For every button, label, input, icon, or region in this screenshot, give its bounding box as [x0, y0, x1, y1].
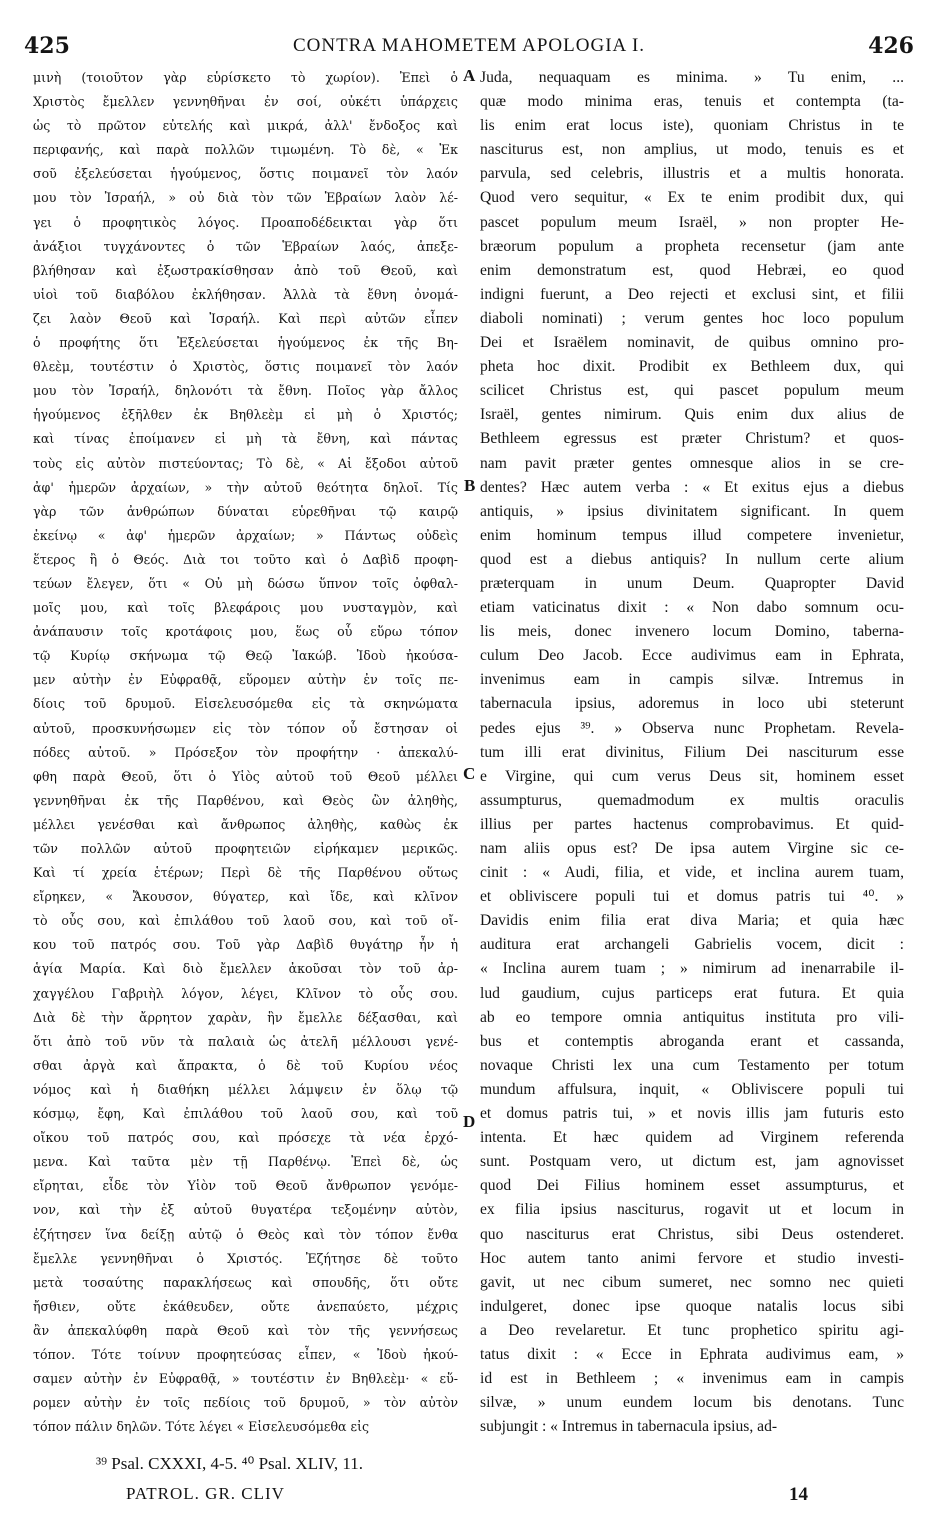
greek-text-line: ἡγούμενος ἐξῆλθεν ἐκ Βηθλεὲμ εἰ μὴ ὁ Χριστός; [33, 407, 458, 423]
latin-column [480, 66, 904, 1439]
greek-text-line: σθαι ἀργὰ καὶ ἄπρακτα, ὁ δὲ τοῦ Κυρίου νέος [33, 1057, 458, 1073]
latin-text-line: « Inclina aurem tuam ; » nimirum ad inenarrabile il- [480, 960, 904, 978]
greek-text-line: ὅτι ἀπὸ τοῦ νῦν τὰ παλαιὰ ὡς ἀτελῆ μέλλουσι γενέ- [33, 1033, 458, 1049]
latin-text-line: indulgeret, donec ipse quoque natalis locus sibi [480, 1297, 904, 1315]
greek-text-line: γει ὁ προφητικὸς λόγος. Προαποδέδεικται γὰρ ὅτι [33, 214, 458, 230]
margin-letter-d: D [463, 1112, 476, 1131]
latin-text-line: et domus patris tui, » et novis illis jam futuris esto [480, 1105, 904, 1123]
greek-text-line: ρομεν αὐτὴν ἐν τοῖς πεδίοις τοῦ δρυμοῦ, » τὸν αὐτὸν [33, 1395, 458, 1411]
greek-text-line: θλεὲμ, τουτέστιν ὁ Χριστὸς, ὅστις ποιμανεῖ τὸν λαόν [33, 359, 458, 375]
latin-text-line: Hoc autem tanto animi fervore et studio investi- [480, 1249, 904, 1267]
latin-text-line: Davidis enim filia erat diva Maria; et quia hæc [480, 912, 904, 930]
greek-text-line: κου τοῦ πατρός σου. Τοῦ γὰρ Δαβὶδ θυγάτηρ ἦν ἡ [33, 937, 458, 953]
greek-text-line: νον, καὶ τὴν ἐξ αὐτοῦ θυγατέρα τεξομένην αὐτὸν, [33, 1202, 458, 1218]
greek-text-line: υἱοὶ τοῦ διαβόλου ἐκλήθησαν. Ἀλλὰ τὰ ἔθνη ὀνομά- [33, 286, 458, 302]
patrol-signature: PATROL. GR. CLIV [126, 1484, 285, 1503]
greek-text-line: τόπον πάλιν δηλῶν. Τότε λέγει « Εἰσελευσόμεθα εἰς [33, 1419, 370, 1435]
greek-text-line: Διὰ δὲ τὴν ἄρρητον χαρὰν, ἣν ἔμελλε δέξασθαι, καὶ [33, 1009, 458, 1025]
greek-text-line: ὡς τὸ πρῶτον εὐτελής καὶ μικρά, ἀλλ' ἔνδοξος καὶ [33, 118, 458, 134]
latin-text-line: cinit : « Audi, filia, et vide, et inclina aurem tuam, [480, 864, 904, 882]
greek-text-line: σαμεν αὐτὴν ἐν Εὐφραθᾷ, » τουτέστιν ἐν Βηθλεὲμ· « εὕ- [33, 1371, 458, 1387]
latin-text-line: e Virgine, qui cum verus Deus sit, hominem esset [480, 767, 904, 785]
page-number-right: 426 [868, 33, 914, 59]
latin-text-line: nasciturus est, non amplius, ut modo, tenuis es et [480, 141, 904, 159]
greek-text-line: καὶ τίνας ἐποίμανεν εἰ μὴ τὰ ἔθνη, καὶ πάντας [33, 431, 458, 447]
greek-text-line: εἴρηται, εἶδε τὸν Υἱὸν τοῦ Θεοῦ ἄνθρωπον γενόμε- [33, 1178, 458, 1194]
latin-text-line: etiam vaticinatus dixit : « Non dabo somnum ocu- [480, 599, 904, 617]
greek-text-line: τῷ Κυρίῳ σκήνωμα τῷ Θεῷ Ἰακώβ. Ἰδοὺ ἠκούσα- [33, 648, 458, 664]
greek-column [33, 66, 458, 1439]
greek-text-line: σοῦ ἐξελεύσεται ἡγούμενος, ὅστις ποιμανεῖ τὸν λαόν [33, 166, 458, 182]
greek-text-line: ἤσθιεν, οὔτε ἐκάθευδεν, οὔτε ἀνεπαύετο, μέχρις [33, 1298, 458, 1314]
greek-text-line: μεν αὐτὴν ἐν Εὐφραθᾷ, εὕρομεν αὐτὴν ἐν τοῖς πε- [33, 672, 458, 688]
margin-letter-a: A [463, 66, 476, 85]
latin-text-line: et obliviscere populi tui et domus patris tui ⁴⁰. » [480, 888, 904, 906]
greek-text-line: τῶν πολλῶν αὐτοῦ προφητειῶν εἰρήκαμεν μερικῶς. [33, 841, 458, 856]
page-header [24, 33, 914, 61]
latin-text-line: Dei et Israëlem nominavit, de quibus omnino pro- [480, 334, 904, 352]
latin-text-line: Israël, gentes nimirum. Quis enim dux alius de [480, 406, 904, 424]
greek-text-line: νόμος καὶ ἡ διαθήκη μέλλει λάμψειν ἐν ὅλῳ τῷ [33, 1081, 458, 1097]
greek-text-line: ἔμελλε γεννηθῆναι ὁ Χριστός. Ἐζήτησε δὲ τοῦτο [33, 1250, 458, 1266]
greek-text-line: μου τὸν Ἰσραήλ, δηλονότι τὰ ἔθνη. Ποῖος γὰρ ἄλλος [33, 383, 458, 399]
greek-text-line: ἀνάξιοι τυγχάνοντες ὁ τῶν Ἑβραίων λαός, ἀπεξε- [33, 238, 458, 254]
greek-text-line: ἀνάπαυσιν τοῖς κροτάφοις μου, ἕως οὗ εὕρω τόπον [33, 624, 458, 640]
latin-text-line: pheta hoc dixit. Prodibit ex Bethleem dux, qui [480, 358, 904, 376]
latin-text-line: indigni fuerunt, a Deo rejecti et exclusi sint, et filii [480, 285, 904, 303]
greek-text-line: γὰρ τῶν ἀνθρώπων δύναται εὑρεθῆναι τῷ καιρῷ [33, 503, 458, 519]
greek-text-line: ἀφ' ἡμερῶν ἀρχαίων, » τὴν αὐτοῦ θεότητα δηλοῖ. Τίς [33, 479, 458, 495]
latin-text-line: pascet populum meum Israël, » non propter He- [480, 213, 904, 231]
latin-text-line: gavit, ut nec cibum sumeret, nec somno nec quieti [480, 1273, 904, 1291]
latin-text-line: quæ modo minima eras, tenuis et contempta (ta- [480, 93, 904, 111]
greek-text-line: ὁ προφήτης ὅτι Ἐξελεύσεται ἡγούμενος ἐκ τῆς Βη- [33, 335, 458, 351]
latin-text-line: scilicet Christus est, qui pascet populum meum [480, 382, 904, 400]
greek-text-line: Χριστὸς ἔμελλεν γεννηθῆναι ἐν σοί, οὐκέτι ὑπάρχεις [33, 94, 458, 110]
latin-text-line: pedes ejus ³⁹. » Observa nunc Prophetam. Revela- [480, 719, 904, 737]
latin-text-line: bus et contemptis abroganda erant et cassanda, [480, 1032, 904, 1050]
greek-text-line: χαγγέλου Γαβριὴλ λόγον, λέγει, Κλῖνον τὸ οὖς σου. [33, 985, 458, 1001]
greek-text-line: οἴκου τοῦ πατρός σου, καὶ πρόσεχε τὰ νέα ἐρχό- [33, 1130, 458, 1146]
latin-text-line: enim demonstratum est, quod Hebræi, eo quod [480, 261, 904, 279]
latin-text-line: quo nasciturus erat Christus, sibi Deus ostenderet. [480, 1225, 904, 1243]
latin-text-line: assumpturus, quemadmodum ex multis oraculis [480, 791, 904, 809]
latin-text-line: Juda, nequaquam es minima. » Tu enim, ... [480, 69, 904, 86]
latin-text-line: nam pavit præter gentes omnesque alios in se cre- [480, 454, 904, 472]
latin-text-line: quod Dei Filius hominem esset assumpturus, et [480, 1177, 904, 1195]
greek-text-line: μετὰ τοσαύτης παρακλήσεως καὶ σπουδῆς, ὅτι οὔτε [33, 1274, 458, 1290]
greek-text-line: μοῖς μου, καὶ τοῖς βλεφάροις μου νυσταγμὸν, καὶ [33, 600, 458, 616]
latin-text-line: auditura erat archangeli Gabrielis vocem, dicit : [480, 936, 904, 954]
latin-text-line: ab eo tempore omnia antiquitus instituta pro vili- [480, 1008, 904, 1026]
latin-text-line: subjungit : « Intremus in tabernacula ipsius, ad- [480, 1418, 778, 1436]
greek-text-line: κόσμῳ, ἔφη, Καὶ ἐπιλάθου τοῦ λαοῦ σου, καὶ τοῦ [33, 1106, 458, 1122]
latin-text-line: Bethleem egressus est præter Christum? et quos- [480, 430, 904, 448]
greek-text-line: τεύων ἔλεγεν, ὅτι « Οὐ μὴ δώσω ὕπνον τοῖς ὀφθαλ- [33, 575, 458, 591]
latin-text-line: antiquis, » ipsius divinitatem significant. In quem [480, 502, 904, 520]
greek-text-line: ἂν ἀπεκαλύφθη παρὰ Θεοῦ καὶ τὸν τῆς γεννήσεως [33, 1322, 458, 1338]
latin-text-line: lud gaudium, cujus particeps erat futura. Et quia [480, 984, 904, 1002]
latin-text-line: quod est a diebus antiquis? In nullum certe alium [480, 550, 904, 568]
greek-text-line: πόδες αὐτοῦ. » Πρόσεξον τὸν προφήτην · ἀπεκαλύ- [33, 744, 458, 760]
greek-text-line: μινὴ (τοιοῦτον γὰρ εὑρίσκετο τὸ χωρίον). Ἐπεὶ ὁ [33, 70, 458, 85]
latin-text-line: invenimus eam in campis silvæ. Intremus in [480, 671, 904, 689]
latin-text-line: tatus dixit : « Ecce in Ephrata audivimus eam, » [480, 1345, 904, 1363]
greek-text-line: ἐζήτησεν ἵνα δείξῃ αὐτῷ ὁ Θεὸς καὶ τὸν τόπον ἔνθα [33, 1226, 458, 1242]
page-number-left: 425 [24, 33, 70, 59]
latin-text-line: dentes? Hæc autem verba : « Et exitus ejus a diebus [480, 478, 904, 496]
latin-text-line: culum Deo Jacob. Ecce audivimus eam in Ephrata, [480, 647, 904, 665]
latin-text-line: enim hominum tempus illud competere invenietur, [480, 526, 904, 544]
margin-letter-c: C [463, 764, 476, 783]
latin-text-line: Quod vero sequitur, « Ex te enim prodibit dux, qui [480, 189, 904, 207]
greek-text-line: περιφανής, καὶ παρὰ πολλῶν τιμωμένη. Τὸ δὲ, « Ἐκ [33, 142, 458, 158]
latin-text-line: lis meis, donec invenero locum Domino, taberna- [480, 623, 904, 641]
gathering-signature: 14 [789, 1484, 808, 1505]
greek-text-line: ἁγία Μαρία. Καὶ διὸ ἔμελλεν ἀκοῦσαι τὸν τοῦ ἀρ- [33, 961, 458, 977]
latin-text-line: mundum affulsura, inquit, « Obliviscere populi tui [480, 1080, 904, 1098]
latin-text-line: nam aliis opus est? De ipsa autem Virgine sic ce- [480, 840, 904, 857]
footnotes: ³⁹ Psal. CXXXI, 4-5. ⁴⁰ Psal. XLIV, 11. [96, 1454, 363, 1473]
latin-text-line: novaque Christi lex una cum Testamento per totum [480, 1056, 904, 1074]
latin-text-line: a Deo revelaretur. Et tunc prophetico spiritu agi- [480, 1321, 904, 1339]
greek-text-line: γεννηθῆναι ἐκ τῆς Παρθένου, καὶ Θεὸς ὢν ἀληθὴς, [33, 792, 458, 808]
greek-text-line: ἕτερος ἢ ὁ Θεός. Διὰ τοι τοῦτο καὶ ὁ Δαβὶδ προφη- [33, 551, 458, 567]
greek-text-line: εἴρηκεν, « Ἄκουσον, θύγατερ, καὶ ἴδε, καὶ κλῖνον [33, 889, 458, 905]
greek-text-line: βλήθησαν καὶ ἐξωστρακίσθησαν ἀπὸ τοῦ Θεοῦ, καὶ [33, 262, 458, 278]
latin-text-line: parvula, sed celebris, illustris et a multis honorata. [480, 165, 904, 183]
latin-text-line: tabernacula ipsius, adoremus in loco ubi steterunt [480, 695, 904, 713]
latin-text-line: silvæ, » unum eundem locum bis denotans. Tunc [480, 1394, 904, 1412]
latin-text-line: lis enim erat locus iste), quoniam Christus in te [480, 117, 904, 135]
greek-text-line: τόπον. Τότε τοίνυν προφητεύσας εἶπεν, « Ἰδοὺ ἠκού- [33, 1346, 458, 1362]
greek-text-line: ζει λαὸν Θεοῦ καὶ Ἰσραήλ. Καὶ περὶ αὐτῶν εἶπεν [33, 310, 458, 326]
greek-text-line: δίοις τοῦ δρυμοῦ. Εἰσελευσόμεθα εἰς τὰ σκηνώματα [33, 696, 458, 712]
running-title: CONTRA MAHOMETEM APOLOGIA I. [292, 35, 646, 56]
greek-text-line: μέλλει γενέσθαι καὶ ἄνθρωπος ἀληθὴς, καθὼς ἐκ [33, 816, 458, 832]
latin-text-line: id est in Bethleem ; « invenimus eam in campis [480, 1370, 904, 1388]
greek-text-line: αὐτοῦ, προσκυνήσωμεν εἰς τὸν τόπον οὗ ἔστησαν οἱ [33, 720, 458, 736]
greek-text-line: τοὺς εἰς αὐτὸν πιστεύοντας; Τὸ δὲ, « Αἱ ἔξοδοι αὐτοῦ [33, 455, 458, 471]
latin-text-line: sunt. Postquam vero, ut dictum est, jam agnovisset [480, 1153, 904, 1171]
greek-text-line: Καὶ τί χρεία ἑτέρων; Περὶ δὲ τῆς Παρθένου οὕτως [33, 865, 458, 881]
latin-text-line: tum illi erat divinitus, Filium Dei nasciturum esse [480, 743, 904, 761]
latin-text-line: bræorum populum a propheta recensetur (jam ante [480, 237, 904, 255]
latin-text-line: intenta. Et hæc quidem ad Virginem referenda [480, 1129, 904, 1147]
greek-text-line: μου τὸν Ἰσραήλ, » οὐ διὰ τὸν τῶν Ἑβραίων λαὸν λέ- [33, 190, 458, 206]
latin-text-line: diaboli nominati) ; verum gentes hoc loco populum [480, 309, 904, 327]
greek-text-line: ἐκείνῳ « ἀφ' ἡμερῶν ἀρχαίων; » Πάντως οὐδεὶς [33, 527, 458, 543]
greek-text-line: μενα. Καὶ ταῦτα μὲν τῇ Παρθένῳ. Ἐπεὶ δὲ, ὡς [33, 1154, 458, 1170]
greek-text-line: τὸ οὖς σου, καὶ ἐπιλάθου τοῦ λαοῦ σου, καὶ τοῦ οἴ- [33, 913, 458, 929]
latin-text-line: illius per partes hactenus comprobavimus. Et quid- [480, 815, 904, 833]
greek-text-line: φθη παρὰ Θεοῦ, ὅτι ὁ Υἱὸς αὐτοῦ τοῦ Θεοῦ μέλλει [33, 768, 458, 784]
latin-text-line: præterquam in unum Deum. Quapropter David [480, 574, 904, 592]
latin-text-line: ex filia ipsius nasciturus, rogavit ut et locum in [480, 1201, 904, 1219]
margin-letter-b: B [464, 476, 476, 495]
